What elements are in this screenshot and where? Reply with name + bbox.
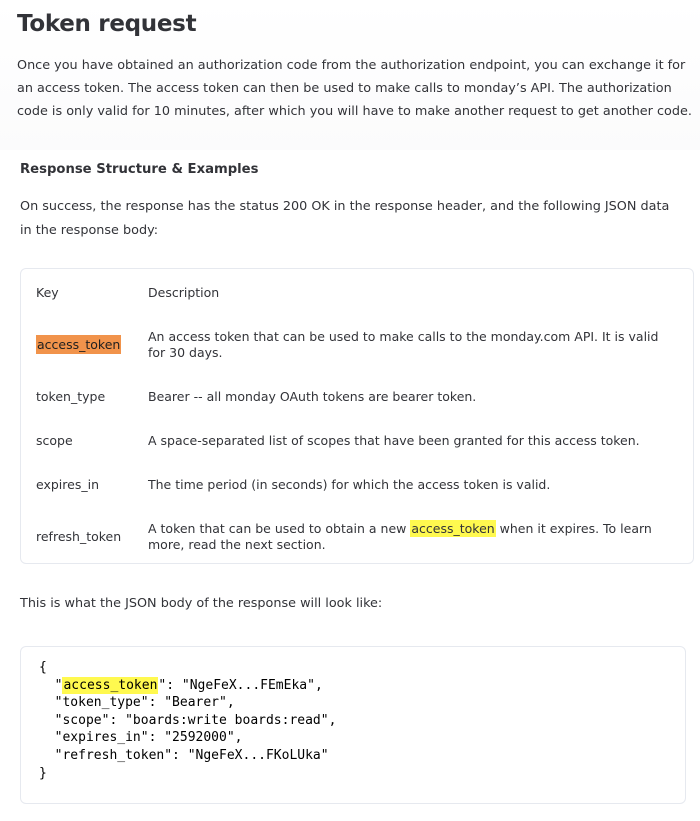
lead-paragraph: On success, the response has the status 200 OK in the response header, and the following JSON data in the response body: (20, 199, 670, 238)
section-heading: Response Structure & Examples (20, 162, 259, 177)
row-key: scope (36, 433, 73, 448)
row-description: An access token that can be used to make calls to the monday.com API. It is valid for 30 days. (148, 329, 659, 360)
row-key (36, 337, 121, 352)
row-description: A token that can be used to obtain a new access_token when it expires. To learn more, read the next section. (148, 521, 652, 552)
row-description: Bearer -- all monday OAuth tokens are bearer token. (148, 389, 477, 404)
row-key: expires_in (36, 477, 99, 492)
response-keys-table (20, 268, 694, 564)
row-description: A space-separated list of scopes that have been granted for this access token. (148, 433, 640, 448)
row-key: refresh_token (36, 529, 122, 544)
json-intro-text: This is what the JSON body of the response will look like: (20, 596, 383, 611)
header-description: Description (148, 285, 220, 300)
header-key: Key (36, 285, 59, 300)
code-content: { "access_token": "NgeFeX...FEmEka", "token_type": "Bearer", "scope": "boards:write boards:read", "expires_in": "2592000", "refresh_token": "NgeFeX...FKoLUka" } (39, 660, 337, 781)
row-description: The time period (in seconds) for which the access token is valid. (148, 477, 551, 492)
intro-paragraph: Once you have obtained an authorization code from the authorization endpoint, you can exchange it for an access token. The access token can then be used to make calls to monday’s API. The authorization code is only valid for 10 minutes, after which you will have to make another request to get another code. (17, 58, 692, 119)
row-key: token_type (36, 389, 106, 404)
intro-section (0, 0, 700, 150)
page-title: Token request (17, 11, 197, 37)
highlighted-term: access_token (411, 521, 495, 536)
highlighted-key: access_token (37, 337, 121, 352)
json-code-block (20, 646, 686, 804)
highlighted-term: access_token (63, 677, 158, 693)
